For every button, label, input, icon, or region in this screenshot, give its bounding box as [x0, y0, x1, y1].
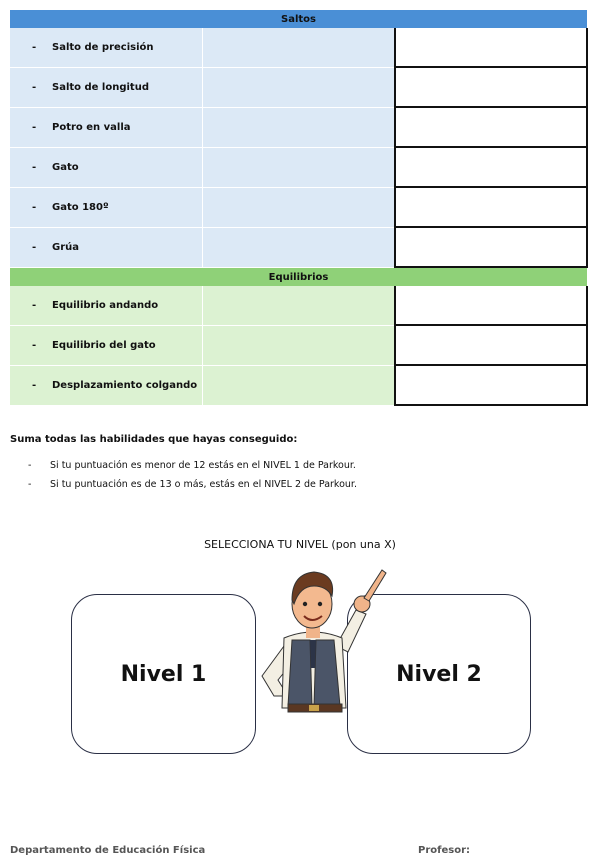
- score-checkbox[interactable]: [395, 107, 587, 147]
- skill-label: Equilibrio del gato: [52, 339, 156, 351]
- list-item: [28, 479, 357, 490]
- score-checkbox[interactable]: [395, 28, 587, 67]
- bullet-dash: -: [32, 81, 37, 93]
- bullet-dash: -: [32, 339, 37, 351]
- rule-text: Si tu puntuación es de 13 o más, estás en el NIVEL 2 de Parkour.: [50, 479, 357, 490]
- skill-label: Potro en valla: [52, 121, 131, 133]
- table-row: [10, 227, 587, 267]
- skill-label: Salto de longitud: [52, 81, 149, 93]
- notes-cell: [202, 325, 394, 365]
- table-row: [10, 28, 587, 67]
- bullet-dash: -: [32, 201, 37, 213]
- level-2-label: Nivel 2: [396, 661, 482, 687]
- table-row: [10, 286, 587, 325]
- notes-cell: [202, 147, 394, 187]
- pointing-man-illustration: [238, 548, 388, 728]
- level-1-label: Nivel 1: [120, 661, 207, 687]
- bullet-dash: -: [32, 121, 37, 133]
- bullet-dash: -: [32, 379, 37, 391]
- skill-label: Desplazamiento colgando: [52, 379, 198, 391]
- table-row: [10, 107, 587, 147]
- teacher-label: Profesor:: [418, 845, 471, 856]
- notes-cell: [202, 227, 394, 267]
- notes-cell: [202, 107, 394, 147]
- bullet-dash: -: [32, 41, 37, 53]
- score-checkbox[interactable]: [395, 325, 587, 365]
- rule-text: Si tu puntuación es menor de 12 estás en el NIVEL 1 de Parkour.: [50, 460, 356, 471]
- level-1-box[interactable]: [71, 594, 256, 754]
- skill-label: Salto de precisión: [52, 41, 154, 53]
- section-title: Saltos: [10, 10, 587, 28]
- bullet-dash: -: [28, 460, 32, 471]
- score-checkbox[interactable]: [395, 227, 587, 267]
- score-checkbox[interactable]: [395, 365, 587, 405]
- table-row: [10, 365, 587, 405]
- notes-cell: [202, 28, 394, 67]
- skill-label: Gato 180º: [52, 201, 109, 213]
- score-checkbox[interactable]: [395, 187, 587, 227]
- department-label: Departamento de Educación Física: [10, 845, 206, 856]
- notes-cell: [202, 286, 394, 325]
- bullet-dash: -: [32, 161, 37, 173]
- rules-list: [28, 460, 357, 498]
- section-header-equilibrios: [10, 267, 587, 286]
- table-row: [10, 187, 587, 227]
- summary-title: Suma todas las habilidades que hayas conseguido:: [10, 434, 298, 445]
- skill-label: Equilibrio andando: [52, 299, 159, 311]
- section-title: Equilibrios: [10, 267, 587, 286]
- list-item: [28, 460, 357, 471]
- section-header-saltos: [10, 10, 587, 28]
- bullet-dash: -: [28, 479, 32, 490]
- table-row: [10, 325, 587, 365]
- score-checkbox[interactable]: [395, 67, 587, 107]
- select-level-title: SELECCIONA TU NIVEL (pon una X): [204, 538, 396, 551]
- bullet-dash: -: [32, 241, 37, 253]
- score-checkbox[interactable]: [395, 147, 587, 187]
- score-checkbox[interactable]: [395, 286, 587, 325]
- skill-label: Gato: [52, 161, 79, 173]
- skills-table: [10, 10, 588, 406]
- table-row: [10, 67, 587, 107]
- notes-cell: [202, 365, 394, 405]
- notes-cell: [202, 67, 394, 107]
- table-row: [10, 147, 587, 187]
- skill-label: Grúa: [52, 241, 80, 253]
- notes-cell: [202, 187, 394, 227]
- bullet-dash: -: [32, 299, 37, 311]
